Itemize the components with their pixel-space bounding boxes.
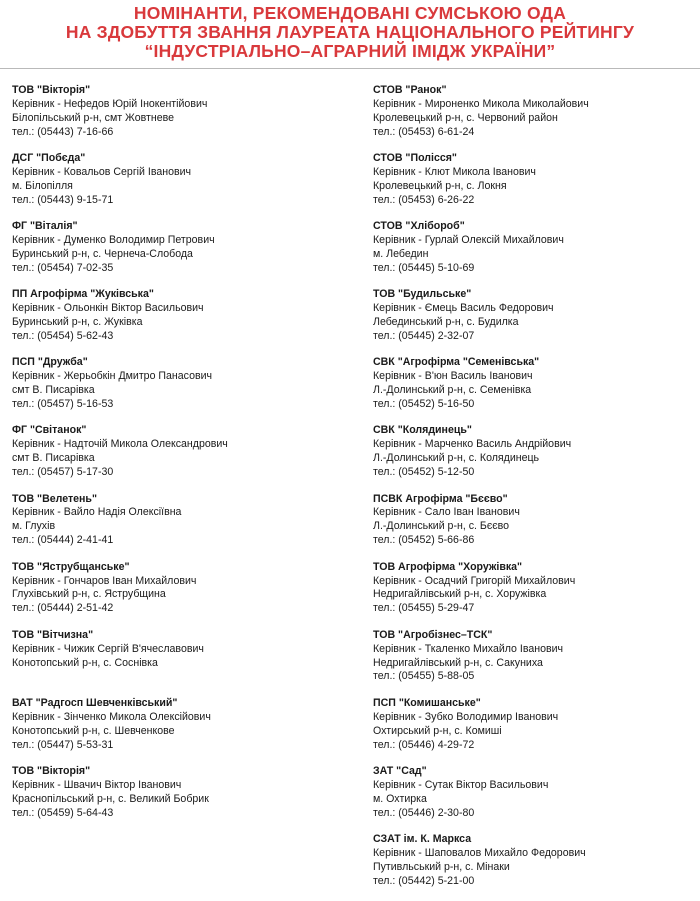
nominee-location: м. Глухів [12, 520, 56, 533]
nominee-head: Керівник - Шаповалов Михайло Федорович [373, 846, 586, 859]
title-line-2: НА ЗДОБУТТЯ ЗВАННЯ ЛАУРЕАТА НАЦІОНАЛЬНОГО РЕЙТИНГУ [65, 22, 635, 42]
nominee-entry [12, 697, 347, 765]
nominee-name: СЗАТ ім. К. Маркса [373, 833, 472, 846]
nominee-head: Керівник - Зінченко Микола Олексійович [12, 710, 211, 723]
nominee-name: ТОВ "Вікторія" [12, 84, 91, 96]
nominee-head: Керівник - Швачич Віктор Іванович [12, 778, 182, 791]
nominee-head: Керівник - Гурлай Олексій Михайлович [373, 234, 564, 247]
nominee-head: Керівник - Жерьобкін Дмитро Панасович [12, 370, 213, 383]
nominee-name: ПСП "Дружба" [12, 356, 88, 369]
nominee-name: ТОВ Агрофірма "Хоружівка" [373, 560, 523, 573]
nominee-entry [373, 697, 700, 765]
nominee-location: Краснопільський р-н, с. Великий Бобрик [12, 792, 209, 805]
nominee-location: Лебединський р-н, с. Будилка [373, 316, 519, 329]
nominee-head: Керівник - Ковальов Сергій Іванович [12, 166, 192, 178]
nominee-name: ФГ "Світанок" [12, 424, 87, 437]
right-column [373, 84, 700, 901]
nominee-location: Путивльський р-н, с. Мінаки [373, 860, 510, 873]
nominee-entry [12, 152, 347, 220]
nominee-name: ТОВ "Вікторія" [12, 764, 91, 777]
nominee-name: ЗАТ "Сад" [373, 764, 427, 777]
nominee-entry [12, 561, 347, 629]
nominee-name: ТОВ "Будильське" [373, 288, 472, 301]
nominee-entry [373, 833, 700, 901]
nominee-phone: тел.: (05453) 6-26-22 [373, 193, 475, 206]
nominee-entry [12, 288, 347, 356]
page-title [0, 4, 700, 61]
nominee-phone: тел.: (05447) 5-53-31 [12, 738, 114, 751]
nominee-head: Керівник - В'юн Василь Іванович [373, 370, 533, 383]
nominee-phone: тел.: (05454) 7-02-35 [12, 261, 114, 274]
nominee-phone: тел.: (05455) 5-29-47 [373, 602, 475, 615]
nominee-head: Керівник - Сало Іван Іванович [373, 506, 520, 519]
nominee-entry [373, 152, 700, 220]
nominee-phone: тел.: (05446) 4-29-72 [373, 738, 475, 751]
nominee-name: ТОВ "Яструбщанське" [12, 560, 130, 573]
nominee-entry [12, 424, 347, 492]
nominee-name: СТОВ "Ранок" [373, 84, 447, 96]
nominee-location: Л.-Долинський р-н, с. Семенівка [373, 384, 532, 397]
nominee-name: ФГ "Віталія" [12, 220, 78, 233]
nominee-entry [373, 493, 700, 561]
nominee-location: Л.-Долинський р-н, с. Бєєво [373, 520, 510, 533]
nominee-name: ПП Агрофірма "Жуківська" [12, 288, 154, 301]
nominee-phone: тел.: (05459) 5-64-43 [12, 806, 114, 819]
title-line-3: “ІНДУСТРІАЛЬНО–АГРАРНИЙ ІМІДЖ УКРАЇНИ” [144, 41, 556, 61]
nominee-phone: тел.: (05452) 5-16-50 [373, 398, 475, 411]
nominee-entry [12, 84, 347, 152]
nominee-phone: тел.: (05445) 2-32-07 [373, 330, 475, 342]
nominee-location: Л.-Долинський р-н, с. Колядинець [373, 452, 540, 465]
nominee-phone: тел.: (05454) 5-62-43 [12, 330, 114, 342]
nominee-location: Охтирський р-н, с. Комиші [373, 724, 502, 737]
nominee-head: Керівник - Надточій Микола Олександрович [12, 438, 228, 451]
nominee-head: Керівник - Гончаров Іван Михайлович [12, 574, 197, 587]
nominee-phone: тел.: (05457) 5-16-53 [12, 398, 114, 411]
nominee-head: Керівник - Марченко Василь Андрійович [373, 438, 572, 451]
nominee-entry [12, 765, 347, 833]
title-line-1: НОМІНАНТИ, РЕКОМЕНДОВАНІ СУМСЬКОЮ ОДА [133, 3, 567, 23]
nominee-location: Білопільський р-н, смт Жовтневе [12, 111, 174, 124]
nominee-location: м. Охтирка [373, 792, 427, 805]
header-divider [0, 68, 700, 69]
nominee-entry [12, 493, 347, 561]
nominee-phone: тел.: (05452) 5-66-86 [373, 534, 475, 547]
nominee-entry [373, 561, 700, 629]
nominee-location: Буринський р-н, с. Чернеча-Слобода [12, 248, 193, 260]
nominee-head: Керівник - Осадчий Григорій Михайлович [373, 574, 576, 587]
nominee-entry [12, 220, 347, 288]
nominee-name: ПСП "Комишанське" [373, 696, 481, 709]
nominee-name: ТОВ "Велетень" [12, 492, 97, 505]
nominee-entry [373, 356, 700, 424]
nominee-entry [373, 765, 700, 833]
nominee-phone: тел.: (05442) 5-21-00 [373, 874, 475, 887]
nominee-name: ДСГ "Побєда" [12, 152, 86, 165]
nominee-phone: тел.: (05452) 5-12-50 [373, 466, 475, 479]
nominee-phone: тел.: (05444) 2-51-42 [12, 602, 114, 615]
nominee-entry [373, 220, 700, 288]
nominee-entry [373, 424, 700, 492]
nominee-entry [12, 356, 347, 424]
nominee-phone: тел.: (05443) 7-16-66 [12, 125, 114, 138]
nominee-name: СТОВ "Полісся" [373, 152, 457, 165]
nominee-location: Конотопський р-н, с. Шевченкове [12, 724, 175, 737]
nominee-head: Керівник - Клют Микола Іванович [373, 166, 536, 178]
nominee-location: м. Лебедин [373, 248, 429, 260]
nominee-location: Недригайлівський р-н, с. Хоружівка [373, 588, 547, 601]
nominee-head: Керівник - Зубко Володимир Іванович [373, 710, 559, 723]
nominee-head: Керівник - Ткаленко Михайло Іванович [373, 642, 564, 655]
nominee-head: Керівник - Ємець Василь Федорович [373, 302, 554, 315]
nominee-head: Керівник - Нефедов Юрій Інокентійович [12, 97, 208, 110]
nominee-name: ТОВ "Агробізнес–ТСК" [373, 628, 493, 641]
nominee-name: СВК "Колядинець" [373, 424, 472, 437]
nominee-phone: тел.: (05455) 5-88-05 [373, 670, 475, 683]
nominee-entry [12, 629, 347, 697]
nominee-location: м. Білопілля [12, 179, 73, 192]
nominee-head: Керівник - Ольонкін Віктор Васильович [12, 302, 204, 315]
nominee-location: Кролевецький р-н, с. Червоний район [373, 111, 558, 124]
nominee-entry [373, 288, 700, 356]
nominee-name: СВК "Агрофірма "Семенівська" [373, 356, 540, 369]
nominee-head: Керівник - Вайло Надія Олексіївна [12, 506, 182, 519]
nominee-entry [373, 629, 700, 697]
nominee-phone: тел.: (05446) 2-30-80 [373, 806, 475, 819]
nominee-location: смт В. Писарівка [12, 452, 95, 465]
nominee-head: Керівник - Чижик Сергій В'ячеславович [12, 642, 204, 655]
nominee-head: Керівник - Мироненко Микола Миколайович [373, 97, 589, 110]
nominee-location: Буринський р-н, с. Жуківка [12, 316, 143, 329]
nominee-head: Керівник - Сутак Віктор Васильович [373, 778, 549, 791]
nominee-phone: тел.: (05443) 9-15-71 [12, 193, 114, 206]
nominee-location: Глухівський р-н, с. Яструбщина [12, 588, 166, 601]
nominee-name: ПСВК Агрофірма "Бєєво" [373, 492, 508, 505]
nominee-head: Керівник - Думенко Володимир Петрович [12, 234, 215, 247]
nominee-location: смт В. Писарівка [12, 384, 95, 397]
nominee-name: ВАТ "Радгосп Шевченківський" [12, 696, 178, 709]
nominee-name: ТОВ "Вітчизна" [12, 628, 94, 641]
nominee-location: Конотопський р-н, с. Соснівка [12, 656, 158, 669]
nominee-name: СТОВ "Хлібороб" [373, 220, 465, 233]
nominee-phone: тел.: (05457) 5-17-30 [12, 466, 114, 479]
nominee-phone: тел.: (05445) 5-10-69 [373, 261, 475, 274]
left-column [12, 84, 347, 833]
nominee-phone: тел.: (05453) 6-61-24 [373, 125, 475, 138]
nominee-phone: тел.: (05444) 2-41-41 [12, 534, 114, 547]
nominee-location: Недригайлівський р-н, с. Сакуниха [373, 656, 543, 669]
nominee-location: Кролевецький р-н, с. Локня [373, 179, 507, 192]
nominee-entry [373, 84, 700, 152]
